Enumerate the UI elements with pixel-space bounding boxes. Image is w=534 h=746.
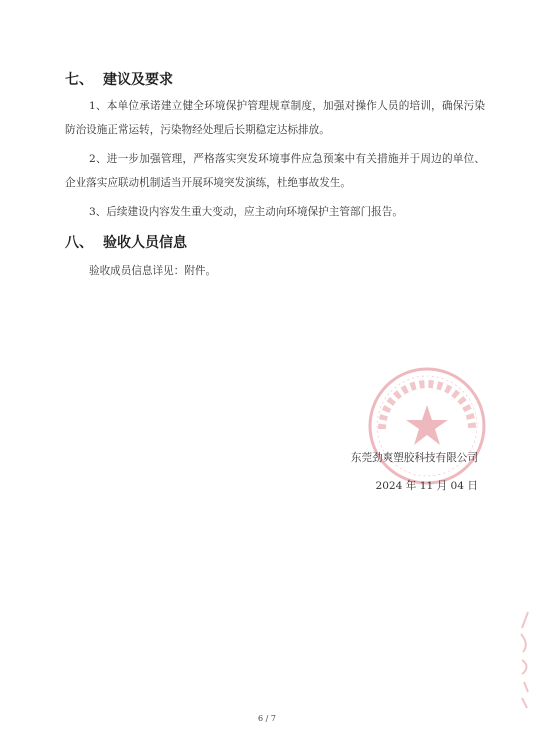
seam-stamp-icon <box>518 610 532 710</box>
page-number: 6 / 7 <box>258 714 276 723</box>
section-8-title: 验收人员信息 <box>103 235 187 251</box>
signature-date: 2024 年 11 月 04 日 <box>375 480 478 492</box>
section-8-text: 验收成员信息详见：附件。 <box>89 265 217 277</box>
section-7-item-1: 1、本单位承诺建立健全环境保护管理规章制度，加强对操作人员的培训，确保污染防治设施正常运转，污染物经处理后长期稳定达标排放。 <box>65 100 485 136</box>
section-8-number: 八、 <box>65 235 93 251</box>
section-7-title: 建议及要求 <box>103 72 173 88</box>
company-seal-icon <box>366 365 488 487</box>
section-7-number: 七、 <box>65 72 93 88</box>
section-7-item-2: 2、进一步加强管理，严格落实突发环境事件应急预案中有关措施并于周边的单位、企业落实应联动机制适当开展环境突发演练，杜绝事故发生。 <box>65 153 485 189</box>
section-7-item-3: 3、后续建设内容发生重大变动，应主动向环境保护主管部门报告。 <box>89 206 403 218</box>
section-8-heading <box>65 232 187 252</box>
section-7-heading <box>65 69 173 89</box>
signature-company: 东莞劲爽塑胶科技有限公司 <box>350 452 478 464</box>
